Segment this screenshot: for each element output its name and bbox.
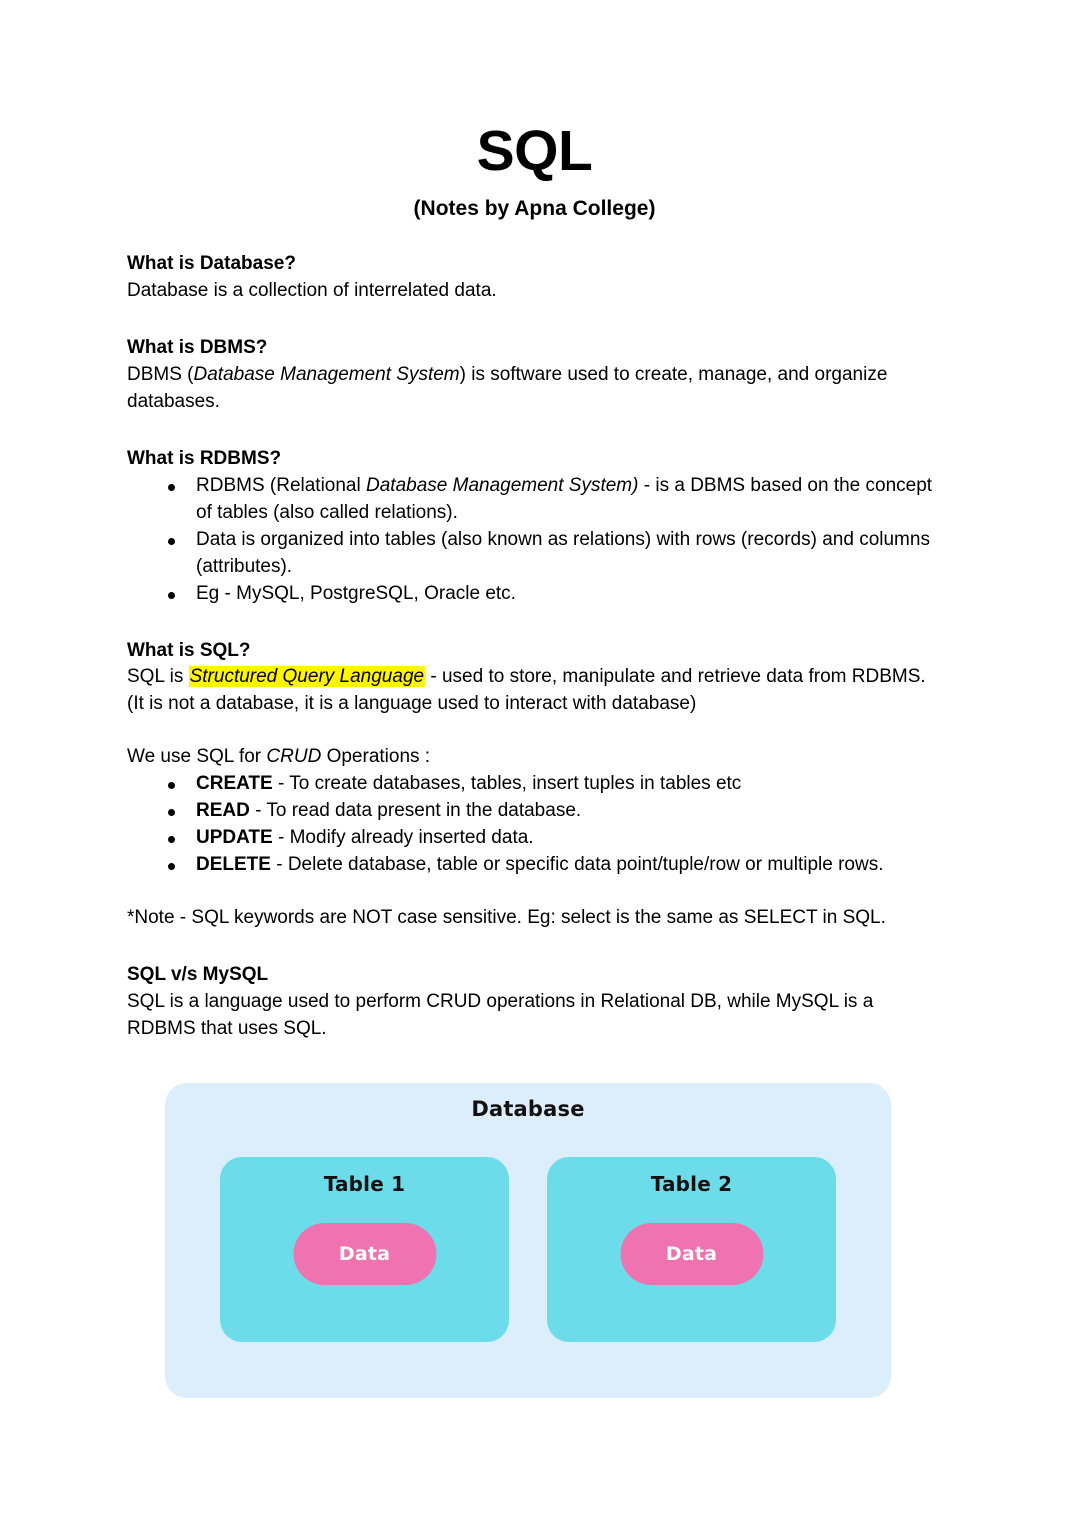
highlighted-term: Structured Query Language: [189, 666, 425, 688]
sql-text-prefix: SQL is: [127, 666, 189, 688]
bullet-text-prefix: RDBMS (Relational: [196, 474, 366, 496]
crud-intro-suffix: Operations :: [321, 746, 431, 768]
paragraph-sql-vs-mysql: SQL is a language used to perform CRUD operations in Relational DB, while MySQL is a RDBMS that uses SQL.: [127, 991, 874, 1040]
heading-what-is-rdbms: What is RDBMS?: [127, 447, 282, 469]
diagram-table-box: [547, 1157, 836, 1342]
page-subtitle: (Notes by Apna College): [413, 196, 656, 220]
rdbms-bullet-list: [127, 473, 942, 608]
sql-text-suffix: - used to store, manipulate and retrieve data from RDBMS.: [425, 666, 926, 688]
section-sql-vs-mysql: [127, 962, 942, 1043]
list-item: [127, 473, 942, 527]
heading-what-is-sql: What is SQL?: [127, 639, 251, 661]
section-what-is-rdbms: [127, 446, 942, 608]
crud-description: - Delete database, table or specific data point/tuple/row or multiple rows.: [270, 854, 884, 876]
bullet-text-italic: Database Management System): [366, 474, 639, 496]
list-item: [127, 527, 942, 581]
paragraph-sql-definition: [127, 664, 942, 691]
dbms-text-prefix: DBMS (: [127, 363, 194, 385]
page-title: SQL: [476, 119, 593, 183]
heading-sql-vs-mysql: SQL v/s MySQL: [127, 964, 269, 986]
paragraph-dbms-definition: [127, 362, 942, 416]
crud-description: - To read data present in the database.: [249, 800, 582, 822]
crud-keyword: DELETE: [196, 854, 271, 876]
paragraph-case-sensitivity-note: *Note - SQL keywords are NOT case sensitive. Eg: select is the same as SELECT in SQL.: [127, 907, 886, 929]
section-what-is-dbms: [127, 335, 942, 416]
list-item: [127, 825, 942, 852]
crud-intro-italic: CRUD: [266, 746, 322, 768]
document-content: [127, 0, 942, 1043]
paragraph-sql-clarification: (It is not a database, it is a language used to interact with database): [127, 693, 697, 715]
crud-description: - To create databases, tables, insert tuples in tables etc: [272, 773, 742, 795]
crud-description: - Modify already inserted data.: [272, 827, 534, 849]
dbms-text-suffix: ) is software used to create, manage, and organize databases.: [127, 363, 888, 412]
diagram-table-label: Table 1: [323, 1172, 406, 1196]
heading-what-is-dbms: What is DBMS?: [127, 336, 268, 358]
section-what-is-database: [127, 251, 942, 305]
diagram-table-box: [220, 1157, 509, 1342]
diagram-tables-row: [220, 1157, 836, 1342]
database-diagram: [165, 1083, 891, 1398]
diagram-database-label: Database: [471, 1097, 585, 1121]
crud-keyword: READ: [196, 800, 250, 822]
bullet-text-prefix: Data is organized into tables (also known as relations) with rows (records) and columns (attributes).: [196, 528, 930, 577]
paragraph-database-definition: Database is a collection of interrelated data.: [127, 279, 497, 301]
list-item: [127, 581, 942, 608]
diagram-table-label: Table 2: [650, 1172, 733, 1196]
crud-bullet-list: [127, 771, 942, 879]
bullet-text-prefix: Eg - MySQL, PostgreSQL, Oracle etc.: [196, 582, 516, 604]
bullet-text-suffix: - is a DBMS based on the concept of tables (also called relations).: [196, 474, 933, 523]
list-item: [127, 852, 942, 879]
section-what-is-sql: [127, 638, 942, 933]
paragraph-crud-intro: [127, 744, 942, 771]
diagram-data-pill: Data: [620, 1223, 763, 1285]
dbms-text-italic: Database Management System: [193, 363, 460, 385]
diagram-data-pill: Data: [293, 1223, 436, 1285]
list-item: [127, 798, 942, 825]
list-item: [127, 771, 942, 798]
heading-what-is-database: What is Database?: [127, 252, 296, 274]
crud-keyword: CREATE: [196, 773, 273, 795]
crud-keyword: UPDATE: [196, 827, 273, 849]
crud-intro-prefix: We use SQL for: [127, 746, 267, 768]
